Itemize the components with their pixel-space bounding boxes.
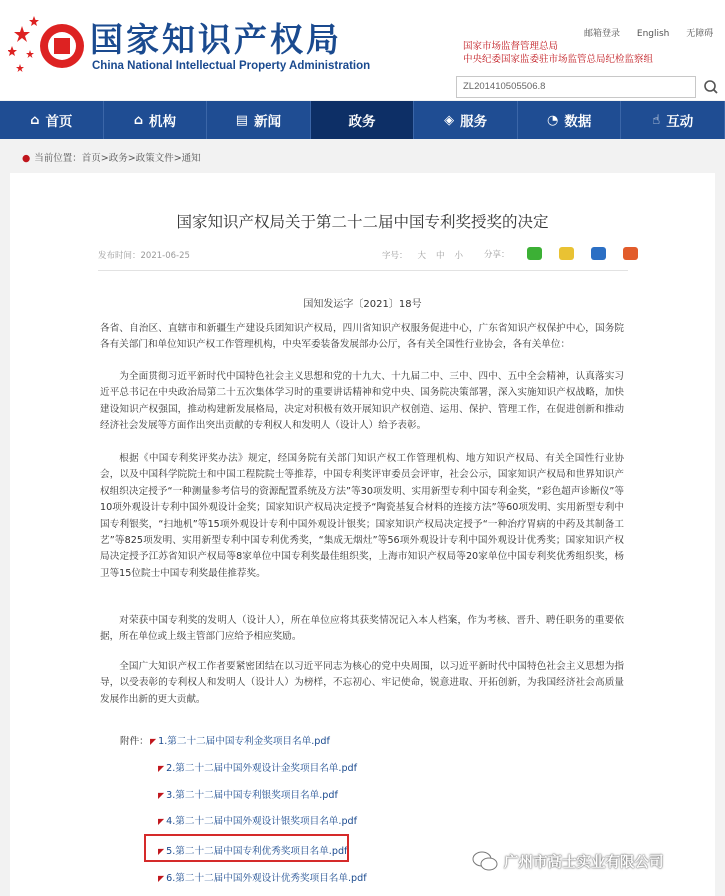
- share-label: 分享：: [484, 249, 510, 260]
- wechat-watermark: [472, 850, 664, 872]
- nav-news[interactable]: ▤ 新闻: [207, 101, 311, 139]
- article-paragraph: 全国广大知识产权工作者要紧密团结在以习近平同志为核心的党中央周围，以习近平新时代中国特色社会主义思想为指导，以受表彰的专利权人和发明人（设计人）为榜样，不忘初心、牢记使命，锐意进取、开拓创新，为我国经济社会高质量发展作出新的更大贡献。: [100, 661, 624, 705]
- qq-icon[interactable]: [591, 247, 606, 260]
- attachment-highlight-box: [144, 834, 349, 862]
- search-input[interactable]: ZL201410505506.8: [456, 76, 696, 98]
- pdf-icon: ◤: [150, 737, 157, 746]
- accessibility-link[interactable]: 无障碍: [686, 29, 714, 39]
- main-nav: [0, 101, 725, 139]
- publish-date: 发布时间：2021-06-25: [98, 251, 190, 261]
- nav-data[interactable]: ◔ 数据: [518, 101, 622, 139]
- discipline-inspection-link[interactable]: 中央纪委国家监委驻市场监管总局纪检监察组: [463, 54, 654, 65]
- hand-icon: ☝: [652, 112, 661, 128]
- document-number: 国知发运字〔2021〕18号: [303, 299, 422, 310]
- tag-icon: ◈: [444, 112, 455, 128]
- site-logo-subtitle: China National Intellectual Property Administration: [92, 60, 371, 72]
- site-logo-title[interactable]: 国家知识产权局: [90, 20, 342, 59]
- breadcrumb-text[interactable]: 当前位置：首页>政务>政策文件>通知: [34, 153, 201, 164]
- article-card: [10, 173, 715, 896]
- font-size-medium[interactable]: 中: [436, 251, 445, 261]
- attachment-link-2[interactable]: ◤ 2.第二十二届中国外观设计金奖项目名单.pdf: [158, 763, 358, 774]
- location-pin-icon: ●: [22, 153, 31, 164]
- attachment-link-6[interactable]: ◤ 6.第二十二届中国外观设计优秀奖项目名单.pdf: [158, 873, 367, 884]
- mail-login-link[interactable]: 邮箱登录: [584, 29, 621, 39]
- pdf-icon: ◤: [158, 847, 165, 856]
- attachment-link-5[interactable]: ◤ 5.第二十二届中国专利优秀奖项目名单.pdf: [158, 846, 348, 857]
- site-header: [0, 0, 725, 100]
- nav-interaction[interactable]: ☝ 互动: [621, 101, 725, 139]
- english-link[interactable]: English: [636, 29, 670, 39]
- wechat-icon[interactable]: [527, 247, 542, 260]
- font-size-label: 字号：: [382, 251, 408, 261]
- home-icon: ⌂: [30, 112, 40, 128]
- search-button[interactable]: [698, 76, 725, 98]
- pdf-icon: ◤: [158, 817, 165, 826]
- attachments-label: 附件：: [120, 736, 149, 747]
- weibo-icon[interactable]: [623, 247, 638, 260]
- top-links: [584, 26, 725, 39]
- article-paragraph: 对荣获中国专利奖的发明人（设计人），所在单位应将其获奖情况记入本人档案，作为考核、晋升、聘任职务的重要依据，所在单位或上级主管部门应给予相应奖励。: [100, 615, 624, 643]
- nav-services[interactable]: ◈ 服务: [414, 101, 518, 139]
- building-icon: ⌂: [133, 112, 144, 128]
- chart-icon: ◔: [547, 112, 559, 128]
- wechat-watermark-icon: [472, 850, 498, 872]
- attachment-link-3[interactable]: ◤ 3.第二十二届中国专利银奖项目名单.pdf: [158, 790, 338, 801]
- watermark-text: 广州市高士实业有限公司: [504, 854, 664, 871]
- pdf-icon: ◤: [158, 764, 165, 773]
- cnipa-logo-icon: [8, 12, 86, 80]
- news-icon: ▤: [235, 112, 249, 128]
- share-bar: [484, 247, 638, 260]
- nav-government-affairs[interactable]: 政务: [311, 101, 415, 139]
- font-size-small[interactable]: 小: [454, 251, 464, 261]
- pdf-icon: ◤: [158, 791, 165, 800]
- font-size-switcher: [382, 249, 473, 261]
- attachment-link-1[interactable]: ◤ 1.第二十二届中国专利金奖项目名单.pdf: [150, 736, 330, 747]
- supervisor-links: [463, 40, 653, 66]
- pdf-icon: ◤: [158, 874, 165, 883]
- attachment-link-4[interactable]: ◤ 4.第二十二届中国外观设计银奖项目名单.pdf: [158, 816, 358, 827]
- article-paragraph: 各省、自治区、直辖市和新疆生产建设兵团知识产权局，四川省知识产权服务促进中心，广东省知识产权保护中心，国务院各有关部门和单位知识产权工作管理机构，中央军委装备发展部办公厅，各有关全国性行业协会，各有关单位：: [100, 323, 624, 351]
- title-divider: [98, 270, 628, 271]
- search-icon: [698, 76, 725, 98]
- samr-link[interactable]: 国家市场监督管理总局: [463, 41, 559, 52]
- breadcrumb: [22, 150, 201, 164]
- article-paragraph: 根据《中国专利奖评奖办法》规定，经国务院有关部门知识产权工作管理机构、地方知识产权局、有关全国性行业协会，以及中国科学院院士和中国工程院院士等推荐，中国专利奖评审委员会评审，社会公示，国家知识产权局和世界知识产权组织决定授予“一种测量参考信号的资源配置系统及方法”等30项发明、实用新型专利中国专利金奖，“彩色超声诊断仪”等10项外观设计专利中国外观设计金奖；国家知识产权局决定授予“陶瓷基复合材料的连接方法”等60项发明、实用新型专利中国专利银奖，“扫地机”等15项外观设计专利中国外观设计银奖；国家知识产权局决定授予“一种治疗胃病的中药及其制备工艺”等825项发明、实用新型专利中国专利优秀奖，“集成无烟灶”等56项外观设计专利中国外观设计优秀奖；国家知识产权局决定授予江苏省知识产权局等8家单位中国专利奖最佳组织奖，上海市知识产权局等20家单位中国专利奖优秀组织奖，杨卫等15位院士中国专利奖最佳推荐奖。: [100, 453, 624, 579]
- article-title: 国家知识产权局关于第二十二届中国专利奖授奖的决定: [176, 213, 549, 231]
- qzone-icon[interactable]: [559, 247, 574, 260]
- nav-organization[interactable]: ⌂ 机构: [104, 101, 208, 139]
- nav-home[interactable]: ⌂ 首页: [0, 101, 104, 139]
- font-size-large[interactable]: 大: [417, 251, 427, 261]
- article-paragraph: 为全面贯彻习近平新时代中国特色社会主义思想和党的十九大、十九届二中、三中、四中、五中全会精神，认真落实习近平总书记在中央政治局第二十五次集体学习时的重要讲话精神和党中央、国务院决策部署，深入实施知识产权战略，加快建设知识产权强国，推动构建新发展格局，决定对积极有效开展知识产权创造、运用、保护、管理工作，在促进创新和推动经济社会发展等方面作出突出贡献的专利权人和发明人（设计人）给予表彰。: [100, 371, 624, 432]
